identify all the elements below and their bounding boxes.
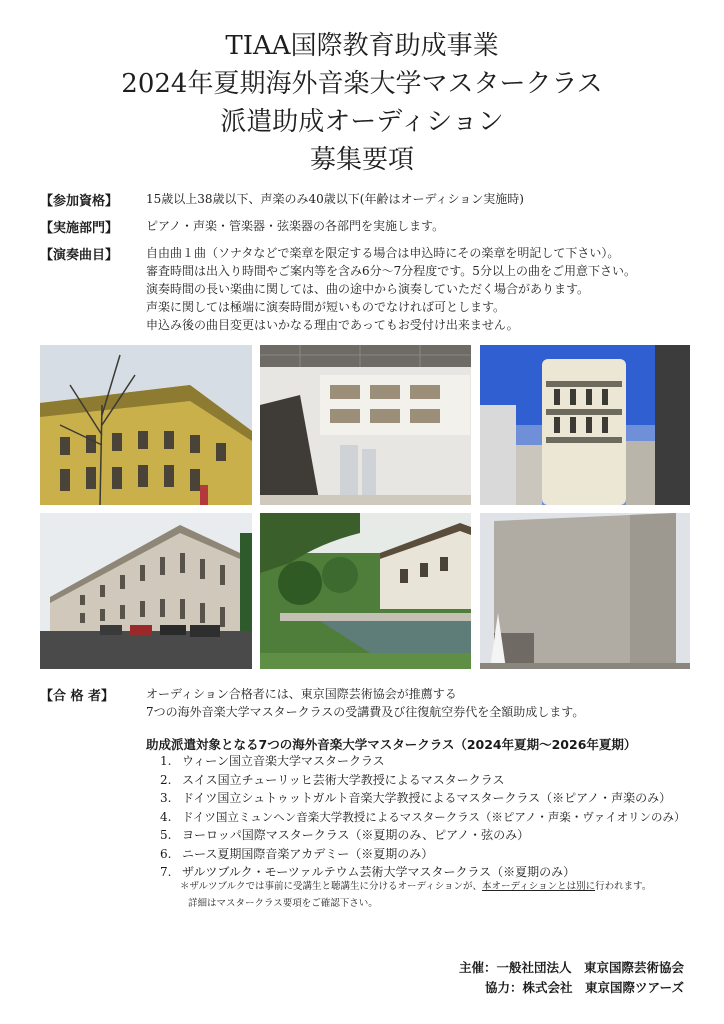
successful-label: 【合 格 者】 (40, 689, 115, 704)
list-item-number: 2. (160, 772, 172, 787)
photo-yellow-building (40, 345, 252, 505)
photo-round-tower (480, 345, 690, 505)
photo-cube-building (480, 513, 690, 669)
list-item-number: 4. (160, 809, 172, 824)
repertoire-label: 【演奏曲目】 (40, 248, 119, 263)
details-note: 詳細はマスタークラス要項をご確認下さい。 (188, 898, 378, 909)
list-item (160, 771, 685, 790)
repertoire-text (146, 244, 636, 334)
successful-line: 7つの海外音楽大学マスタークラスの受講費及び往復航空券代を全額助成します。 (146, 705, 585, 719)
list-item (160, 789, 685, 808)
list-item-number: 7. (160, 865, 172, 879)
list-item-text: スイス国立チューリッヒ芸術大学教授によるマスタークラス (182, 772, 505, 787)
list-item (160, 845, 685, 864)
header-title-line2: 2024年夏期海外音楽大学マスタークラス (121, 69, 603, 99)
salzburg-note-underlined: 本オーディションとは別に (482, 881, 596, 892)
masterclass-list (160, 752, 685, 882)
list-item-number: 3. (160, 791, 172, 805)
divisions-text: ピアノ・声楽・管楽器・弦楽器の各部門を実施します。 (146, 219, 445, 233)
list-item-number: 5. (160, 828, 172, 842)
repertoire-line: 申込み後の曲目変更はいかなる理由であってもお受付け出来ません。 (146, 318, 519, 332)
salzburg-note-tail: 行われます。 (595, 881, 652, 892)
photo-atrium-interior (260, 345, 471, 505)
photo-stone-palace (40, 513, 252, 669)
list-item-text: ウィーン国立音楽大学マスタークラス (182, 754, 385, 768)
list-item-text: ヨーロッパ国際マスタークラス（※夏期のみ、ピアノ・弦のみ） (182, 828, 530, 842)
list-item (160, 752, 685, 771)
repertoire-line: 演奏時間の長い楽曲に関しては、曲の途中から演奏していただく場合があります。 (146, 282, 590, 296)
list-item-number: 1. (160, 754, 172, 768)
successful-text (146, 685, 584, 721)
cooperation-credit: 協力：株式会社 東京国際ツアーズ (484, 980, 684, 995)
organizer-credit: 主催：一般社団法人 東京国際芸術協会 (458, 960, 684, 975)
repertoire-line: 審査時間は出入り時間やご案内等を含み6分～7分程度です。5分以上の曲をご用意下さい。 (146, 264, 636, 278)
header-title-line1: TIAA国際教育助成事業 (225, 31, 499, 61)
salzburg-note-text: ＊ザルツブルクでは事前に受講生と聴講生に分けるオーディションが、 (180, 881, 483, 892)
repertoire-line: 自由曲１曲（ソナタなどで楽章を限定する場合は申込時にその楽章を明記して下さい）。 (146, 246, 620, 260)
eligibility-label: 【参加資格】 (40, 194, 119, 209)
list-item-text: ニース夏期国際音楽アカデミー（※夏期のみ） (182, 846, 434, 861)
divisions-label: 【実施部門】 (40, 221, 119, 236)
list-item (160, 863, 685, 882)
successful-line: オーディション合格者には、東京国際芸術協会が推薦する (146, 687, 457, 701)
list-item (160, 826, 685, 845)
salzburg-note (180, 880, 651, 894)
list-item-text: ドイツ国立ミュンヘン音楽大学教授によるマスタークラス（※ピアノ・声楽・ヴァイオリンのみ） (182, 809, 686, 824)
list-item (160, 808, 685, 827)
header-title-line3: 派遣助成オーディション (220, 107, 504, 137)
list-item-number: 6. (160, 846, 172, 861)
list-item-text: ドイツ国立シュトゥットガルト音楽大学教授によるマスタークラス（※ピアノ・声楽のみ） (182, 791, 672, 805)
header-title-line4: 募集要項 (309, 145, 414, 175)
eligibility-text: 15歳以上38歳以下、声楽のみ40歳以下(年齢はオーディション実施時) (146, 192, 524, 206)
repertoire-line: 声楽に関しては極端に演奏時間が短いものでなければ可とします。 (146, 300, 506, 314)
photo-garden-pond (260, 513, 471, 669)
list-item-text: ザルツブルク・モーツァルテウム芸術大学マスタークラス（※夏期のみ） (182, 865, 576, 879)
masterclass-list-title: 助成派遣対象となる7つの海外音楽大学マスタークラス（2024年夏期～2026年夏期） (146, 737, 637, 752)
